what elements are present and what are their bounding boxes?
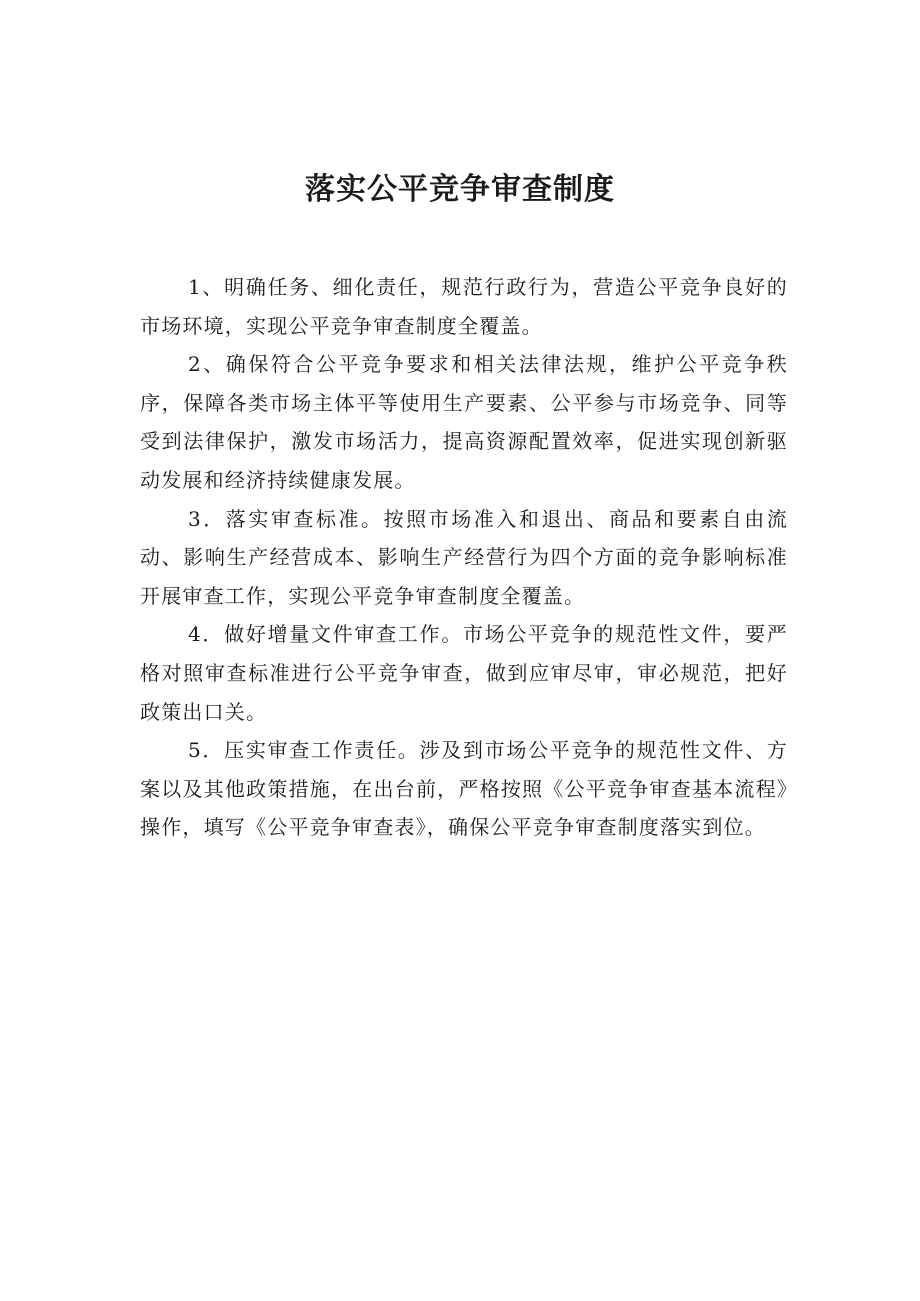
paragraph-1: 1、明确任务、细化责任，规范行政行为，营造公平竞争良好的市场环境，实现公平竞争审查制度全覆盖。 [140,275,788,338]
paragraph-2: 2、确保符合公平竞争要求和相关法律法规，维护公平竞争秩序，保障各类市场主体平等使用生产要素、公平参与市场竞争、同等受到法律保护，激发市场活力，提高资源配置效率，促进实现创新驱动发展和经济持续健康发展。 [140,352,788,492]
document-body [140,268,788,847]
document-title: 落实公平竞争审查制度 [305,172,615,207]
paragraph-5: 5．压实审查工作责任。涉及到市场公平竞争的规范性文件、方案以及其他政策措施，在出台前，严格按照《公平竞争审查基本流程》操作，填写《公平竞争审查表》，确保公平竞争审查制度落实到位。 [140,738,788,840]
paragraph-4: 4．做好增量文件审查工作。市场公平竞争的规范性文件，要严格对照审查标准进行公平竞争审查，做到应审尽审，审必规范，把好政策出口关。 [140,622,788,724]
paragraph-3: 3．落实审查标准。按照市场准入和退出、商品和要素自由流动、影响生产经营成本、影响生产经营行为四个方面的竞争影响标准开展审查工作，实现公平竞争审查制度全覆盖。 [140,506,788,608]
